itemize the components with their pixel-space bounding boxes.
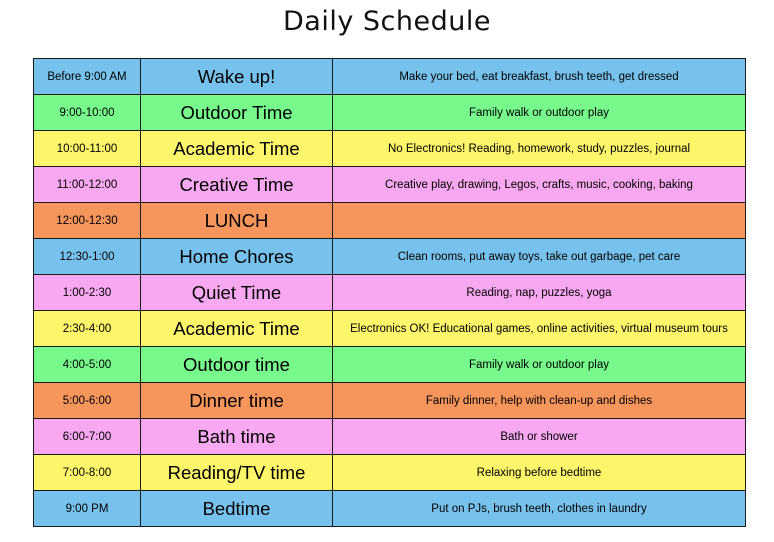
details-cell: Relaxing before bedtime bbox=[333, 455, 746, 491]
time-cell: 2:30-4:00 bbox=[34, 311, 141, 347]
schedule-row bbox=[34, 455, 746, 491]
activity-cell: Creative Time bbox=[141, 167, 333, 203]
schedule-body bbox=[34, 59, 746, 527]
schedule-row bbox=[34, 131, 746, 167]
schedule-row bbox=[34, 59, 746, 95]
activity-cell: Academic Time bbox=[141, 131, 333, 167]
time-cell: 7:00-8:00 bbox=[34, 455, 141, 491]
schedule-row bbox=[34, 95, 746, 131]
activity-cell: LUNCH bbox=[141, 203, 333, 239]
schedule-row bbox=[34, 491, 746, 527]
time-cell: 10:00-11:00 bbox=[34, 131, 141, 167]
details-cell: Family walk or outdoor play bbox=[333, 347, 746, 383]
details-cell: Family dinner, help with clean-up and dishes bbox=[333, 383, 746, 419]
schedule-row bbox=[34, 419, 746, 455]
schedule-row bbox=[34, 239, 746, 275]
activity-cell: Wake up! bbox=[141, 59, 333, 95]
details-cell: Family walk or outdoor play bbox=[333, 95, 746, 131]
activity-cell: Dinner time bbox=[141, 383, 333, 419]
time-cell: 4:00-5:00 bbox=[34, 347, 141, 383]
details-cell: Creative play, drawing, Legos, crafts, music, cooking, baking bbox=[333, 167, 746, 203]
schedule-row bbox=[34, 383, 746, 419]
time-cell: 6:00-7:00 bbox=[34, 419, 141, 455]
schedule-row bbox=[34, 167, 746, 203]
details-cell: Electronics OK! Educational games, online activities, virtual museum tours bbox=[333, 311, 746, 347]
activity-cell: Home Chores bbox=[141, 239, 333, 275]
time-cell: 9:00 PM bbox=[34, 491, 141, 527]
schedule-row bbox=[34, 275, 746, 311]
details-cell: Reading, nap, puzzles, yoga bbox=[333, 275, 746, 311]
time-cell: 12:00-12:30 bbox=[34, 203, 141, 239]
activity-cell: Bath time bbox=[141, 419, 333, 455]
schedule-row bbox=[34, 347, 746, 383]
time-cell: 12:30-1:00 bbox=[34, 239, 141, 275]
schedule-table bbox=[33, 58, 746, 527]
activity-cell: Outdoor time bbox=[141, 347, 333, 383]
details-cell: Put on PJs, brush teeth, clothes in laundry bbox=[333, 491, 746, 527]
time-cell: 9:00-10:00 bbox=[34, 95, 141, 131]
activity-cell: Reading/TV time bbox=[141, 455, 333, 491]
activity-cell: Outdoor Time bbox=[141, 95, 333, 131]
page-title: Daily Schedule bbox=[283, 6, 491, 37]
schedule-row bbox=[34, 311, 746, 347]
activity-cell: Academic Time bbox=[141, 311, 333, 347]
details-cell: No Electronics! Reading, homework, study, puzzles, journal bbox=[333, 131, 746, 167]
details-cell: Make your bed, eat breakfast, brush teeth, get dressed bbox=[333, 59, 746, 95]
time-cell: Before 9:00 AM bbox=[34, 59, 141, 95]
details-cell: Clean rooms, put away toys, take out garbage, pet care bbox=[333, 239, 746, 275]
activity-cell: Bedtime bbox=[141, 491, 333, 527]
time-cell: 1:00-2:30 bbox=[34, 275, 141, 311]
time-cell: 11:00-12:00 bbox=[34, 167, 141, 203]
details-cell bbox=[333, 203, 746, 239]
details-cell: Bath or shower bbox=[333, 419, 746, 455]
time-cell: 5:00-6:00 bbox=[34, 383, 141, 419]
schedule-row bbox=[34, 203, 746, 239]
activity-cell: Quiet Time bbox=[141, 275, 333, 311]
